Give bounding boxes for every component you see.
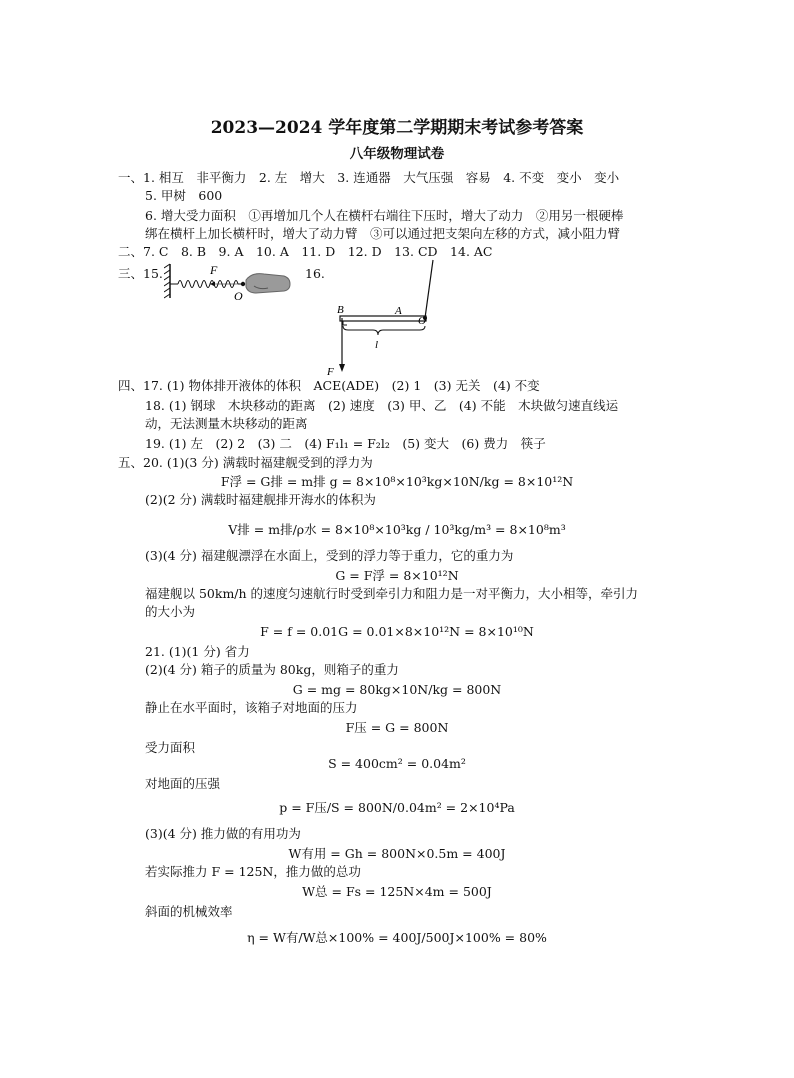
q17-answer: 四、17. (1) 物体排开液体的体积 ACE(ADE) (2) 1 (3) 无关 (4) 不变 [118, 378, 540, 393]
q18-answer-line1: 18. (1) 钢球 木块移动的距离 (2) 速度 (3) 甲、乙 (4) 不能 木块做匀速直线运 [145, 398, 619, 413]
part1-line1: 一、1. 相互 非平衡力 2. 左 增大 3. 连通器 大气压强 容易 4. 不变 变小 变小 [118, 170, 620, 185]
fig16-l-label: l [375, 339, 379, 351]
fig16-b-label: B [337, 304, 344, 316]
q20-1-equation: F浮 = G排 = m排 g = 8×10⁸×10³kg×10N/kg = 8×10¹²N [220, 474, 574, 489]
q21-2-text: (2)(4 分) 箱子的质量为 80kg，则箱子的重力 [145, 662, 399, 677]
page-subtitle: 八年级物理试卷 [349, 146, 445, 162]
q15-label: 三、15. [118, 266, 163, 281]
q20-2-equation: V排 = m排/ρ水 = 8×10⁸×10³kg / 10³kg/m³ = 8×10⁸m³ [228, 522, 566, 537]
hand-icon [246, 274, 290, 293]
q21-3-equation-2: W总 = Fs = 125N×4m = 500J [302, 884, 492, 899]
q21-2-equation-3: S = 400cm² = 0.04m² [328, 756, 466, 771]
fig16-f-label: F [327, 366, 334, 378]
fig16-a-label: A [395, 305, 402, 317]
fig16-o-label: O [418, 315, 426, 327]
q21-2-text-d: 对地面的压强 [145, 776, 221, 791]
fig15-force-label: F [210, 263, 218, 277]
q19-answer: 19. (1) 左 (2) 2 (3) 二 (4) F₁l₁ = F₂l₂ (5) 变大 (6) 费力 筷子 [145, 436, 546, 451]
fig15-point-label: O [234, 289, 243, 303]
q21-3-equation-3: η = W有/W总×100% = 400J/500J×100% = 80% [247, 930, 547, 945]
q20-3-equation-2: F = f = 0.01G = 0.01×8×10¹²N = 8×10¹⁰N [260, 624, 534, 639]
q21-2-equation: G = mg = 80kg×10N/kg = 800N [292, 682, 502, 697]
part2-answers: 二、7. C 8. B 9. A 10. A 11. D 12. D 13. CD 14. AC [118, 244, 493, 259]
q20-1-text: 五、20. (1)(3 分) 满载时福建舰受到的浮力为 [118, 455, 373, 470]
q21-1-text: 21. (1)(1 分) 省力 [145, 644, 250, 659]
q21-2-equation-4: p = F压/S = 800N/0.04m² = 2×10⁴Pa [279, 800, 515, 815]
q20-3-text-b: 福建舰以 50km/h 的速度匀速航行时受到牵引力和阻力是一对平衡力，大小相等，牵引力 [145, 586, 639, 601]
q20-3-equation: G = F浮 = 8×10¹²N [335, 568, 459, 583]
q21-3-text-b: 若实际推力 F = 125N，推力做的总功 [145, 864, 361, 879]
q21-3-equation: W有用 = Gh = 800N×0.5m = 400J [288, 846, 506, 861]
q16-label: 16. [305, 266, 325, 281]
q21-2-text-b: 静止在水平面时，该箱子对地面的压力 [145, 700, 358, 715]
q18-answer-line2: 动，无法测量木块移动的距离 [145, 416, 308, 431]
part1-line4: 绑在横杆上加长横杆时，增大了动力臂 ③可以通过把支架向左移的方式，减小阻力臂 [145, 226, 621, 241]
q21-3-text-c: 斜面的机械效率 [145, 904, 233, 919]
figure-15-spring [164, 260, 294, 304]
q20-3-text: (3)(4 分) 福建舰漂浮在水面上，受到的浮力等于重力，它的重力为 [145, 548, 514, 563]
q20-3-text-c: 的大小为 [145, 604, 196, 619]
q21-3-text: (3)(4 分) 推力做的有用功为 [145, 826, 301, 841]
figure-16-lever [325, 258, 445, 378]
part1-line3: 6. 增大受力面积 ①再增加几个人在横杆右端往下压时，增大了动力 ②用另一根硬棒 [145, 208, 624, 223]
part1-line2: 5. 甲树 600 [145, 188, 223, 203]
page-title: 2023—2024 学年度第二学期期末考试参考答案 [210, 118, 584, 138]
q21-2-text-c: 受力面积 [145, 740, 196, 755]
q21-2-equation-2: F压 = G = 800N [345, 720, 449, 735]
q20-2-text: (2)(2 分) 满载时福建舰排开海水的体积为 [145, 492, 376, 507]
force-arrow-down-icon [339, 364, 345, 372]
